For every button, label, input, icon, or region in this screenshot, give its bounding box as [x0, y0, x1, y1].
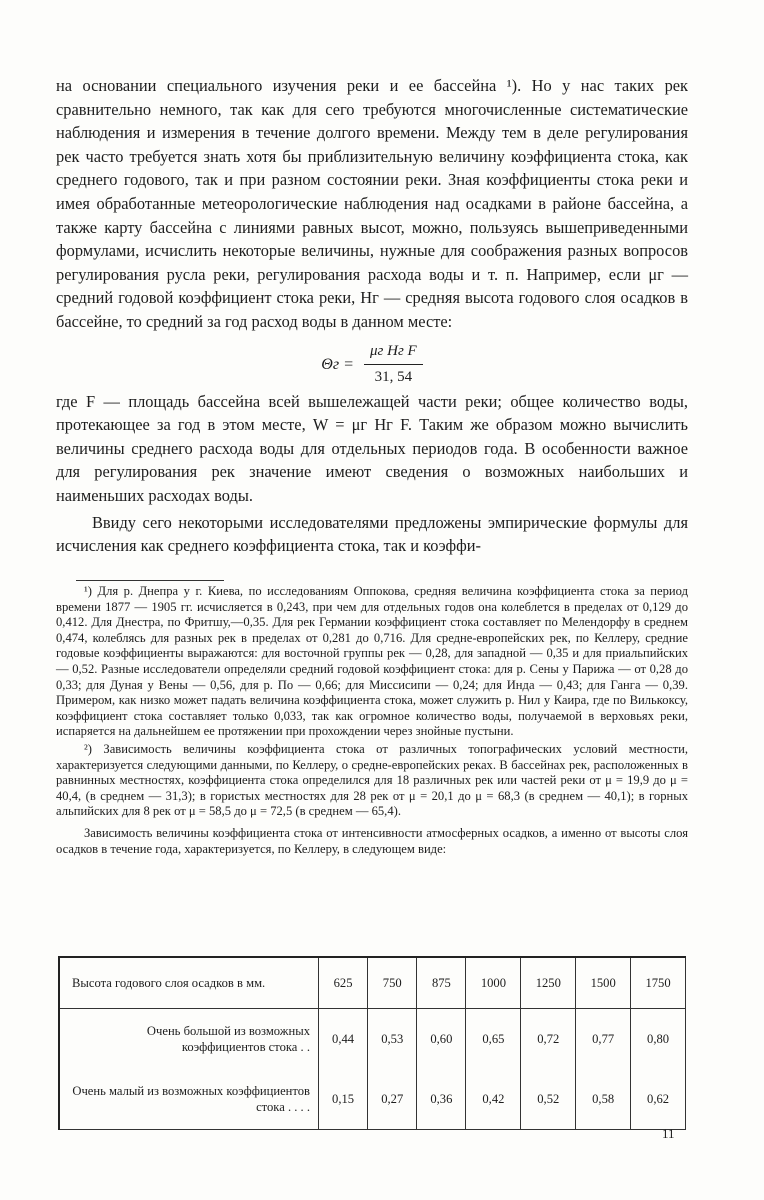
table-cell: 0,53: [368, 1009, 417, 1070]
row-label: Очень малый из возможных коэффициентов стока . . . .: [59, 1069, 319, 1130]
table-cell: 0,72: [521, 1009, 576, 1070]
footnotes: [56, 584, 688, 857]
footnote-1: ¹) Для р. Днепра у г. Киева, по исследованиям Оппокова, средняя величина коэффициента стока за период времени 1877 — 1905 гг. исчисляется в 0,243, при чем для отдельных годов она колеблется в пределах от 0,129 до 0,412. Для Днестра, по Фритшу,—0,35. Для рек Германии коэффициент стока составляет по Мелендорфу в среднем 0,474, колеблясь для разных рек в пределах от 0,281 до 0,716. Для средне-европейских рек, по Келлеру, средние годовые коэффициенты выражаются: для восточной группы рек — 0,28, для западной — 0,35 и для приальпийских — 0,52. Разные исследователи определяли средний годовой коэффициент стока: для р. Сены у Парижа — от 0,28 до 0,33; для Дуная у Вены — 0,56, для р. По — 0,66; для Миссисипи — 0,24; для Инда — 0,43; для Ганга — 0,39. Примером, как низко может падать величина коэффициента стока, может служить р. Нил у Каира, где по Вилькоксу, коэффициент стока составляет только 0,033, так как огромное количество воды, получаемой в верховьях реки, испаряется на дальнейшем ее протяжении при прохождении через знойные пустыни.: [56, 584, 688, 739]
formula-lhs: Θг =: [321, 355, 354, 373]
paragraph-3: Ввиду сего некоторыми исследователями предложены эмпирические формулы для исчисления как среднего коэффициента стока, так и коэффи-: [56, 512, 688, 556]
table-cell: 0,80: [631, 1009, 686, 1070]
table-cell: 0,77: [576, 1009, 631, 1070]
table-row: [59, 1069, 686, 1130]
table-header-cell: 1500: [576, 957, 631, 1009]
row-label: Очень большой из возможных коэффициентов стока . .: [59, 1009, 319, 1070]
runoff-coefficient-table: [58, 956, 686, 1130]
table-header-cell: 1750: [631, 957, 686, 1009]
table-cell: 0,36: [417, 1069, 466, 1130]
footnote-2-continuation: Зависимость величины коэффициента стока от интенсивности атмосферных осадков, а именно от высоты слоя осадков в течение года, характеризуется, по Келлеру, в следующем виде:: [56, 825, 688, 856]
table-cell: 0,15: [319, 1069, 368, 1130]
paragraph-1: на основании специального изучения реки и ее бассейна ¹). Но у нас таких рек сравнительно немного, так как для сего требуются многочисленные систематические наблюдения и измерения в течение долгого времени. Между тем в деле регулирования рек часто требуется знать хотя бы приблизительную величину коэффициента стока, как среднего годового, так и при разном состоянии реки. Зная коэффициенты стока реки и имея обработанные метеорологические наблюдения над осадками в районе бассейна, а также карту бассейна с линиями равных высот, можно, пользуясь вышеприведенными формулами, исчислить некоторые величины, нужные для соображения разных вопросов регулирования русла реки, регулирования расхода воды и т. п. Например, если μг — средний годовой коэффициент стока реки, Hг — средняя высота годового слоя осадков в бассейне, то средний за год расход воды в данном месте:: [56, 76, 688, 331]
table-header-cell: 750: [368, 957, 417, 1009]
paragraph-2: где F — площадь бассейна всей вышележащей части реки; общее количество воды, протекающее за год в этом месте, W = μг Hг F. Таким же образом можно вычислить величины среднего расхода воды для отдельных периодов года. В особенности важное для регулирования рек значение имеют сведения о возможных наибольших и наименьших расходах воды.: [56, 391, 688, 505]
table-row: [59, 1009, 686, 1070]
page-number: 11: [662, 1126, 675, 1141]
formula-numerator: μг Hг F: [364, 340, 423, 366]
table-header-cell: 875: [417, 957, 466, 1009]
table-header-cell: 625: [319, 957, 368, 1009]
table-cell: 0,42: [466, 1069, 521, 1130]
discharge-formula: [56, 340, 688, 384]
footnote-divider: [76, 580, 224, 581]
table-cell: 0,60: [417, 1009, 466, 1070]
table-cell: 0,58: [576, 1069, 631, 1130]
table-cell: 0,44: [319, 1009, 368, 1070]
main-text: [56, 74, 688, 558]
table-header-row: [59, 957, 686, 1009]
table-cell: 0,27: [368, 1069, 417, 1130]
footnote-2: ²) Зависимость величины коэффициента стока от различных топографических условий местности, характеризуется следующими данными, по Келлеру, о средне-европейских реках. В бассейнах рек, расположенных в равнинных местностях, коэффициента стока определился для 18 различных рек или частей реки от μ = 19,9 до μ = 40,4, (в среднем — 31,3); в гористых местностях для 28 рек от μ = 20,1 до μ = 68,3 (в среднем — 40,1); в горных альпийских для 8 рек от μ = 58,5 до μ = 72,5 (в среднем — 65,4).: [56, 741, 688, 819]
table-cell: 0,65: [466, 1009, 521, 1070]
formula-denominator: 31, 54: [374, 369, 413, 386]
table-cell: 0,52: [521, 1069, 576, 1130]
formula-fraction: [364, 340, 423, 390]
table-header-cell: 1000: [466, 957, 521, 1009]
table-header-cell: 1250: [521, 957, 576, 1009]
table-header-label: Высота годового слоя осадков в мм.: [59, 957, 319, 1009]
table-cell: 0,62: [631, 1069, 686, 1130]
